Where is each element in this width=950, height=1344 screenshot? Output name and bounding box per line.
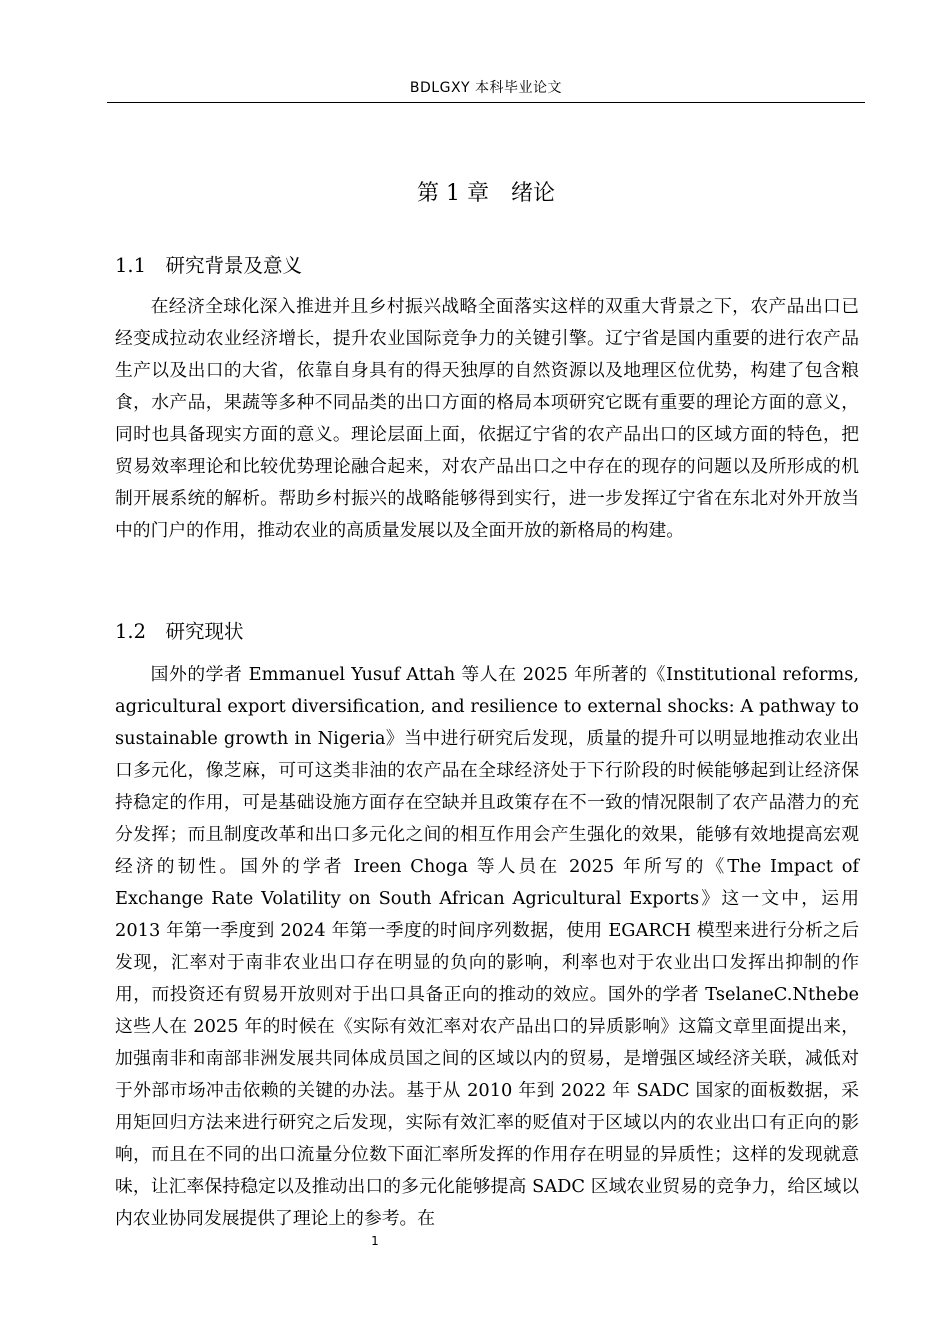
chapter-title: 第 1 章 绪论: [417, 181, 555, 206]
section-1-2-paragraph: 国外的学者 Emmanuel Yusuf Attah 等人在 2025 年所著的《Institutional reforms, agricultural export diversification, and resilience to external shocks: A pathway to sustainable growth in Nigeria》当中进行研究后发现，质量的提升可以明显地推动农业出口多元化，像芝麻，可可这类非油的农产品在全球经济处于下行阶段的时候能够起到让经济保持稳定的作用，可是基础设施方面存在空缺并且政策存在不一致的情况限制了农产品潜力的充分发挥；而且制度改革和出口多元化之间的相互作用会产生强化的效果，能够有效地提高宏观经济的韧性。国外的学者 Ireen Choga 等人员在 2025 年所写的《The Impact of Exchange Rate Volatility on South African Agricultural Exports》这一文中，运用 2013 年第一季度到 2024 年第一季度的时间序列数据，使用 EGARCH 模型来进行分析之后发现，汇率对于南非农业出口存在明显的负向的影响，利率也对于农业出口发挥出抑制的作用，而投资还有贸易开放则对于出口具备正向的推动的效应。国外的学者 TselaneC.Nthebe 这些人在 2025 年的时候在《实际有效汇率对农产品出口的异质影响》这篇文章里面提出来，加强南非和南部非洲发展共同体成员国之间的区域以内的贸易，是增强区域经济关联，减低对于外部市场冲击依赖的关键的办法。基于从 2010 年到 2022 年 SADC 国家的面板数据，采用矩回归方法来进行研究之后发现，实际有效汇率的贬值对于区域以内的农业出口有正向的影响，而且在不同的出口流量分位数下面汇率所发挥的作用存在明显的异质性；这样的发现就意味，让汇率保持稳定以及推动出口的多元化能够提高 SADC 区域农业贸易的竞争力，给区域以内农业协同发展提供了理论上的参考。在: [115, 664, 859, 1229]
section-1-1-paragraph: 在经济全球化深入推进并且乡村振兴战略全面落实这样的双重大背景之下，农产品出口已经变成拉动农业经济增长，提升农业国际竞争力的关键引擎。辽宁省是国内重要的进行农产品生产以及出口的大省，依靠自身具有的得天独厚的自然资源以及地理区位优势，构建了包含粮食，水产品，果蔬等多种不同品类的出口方面的格局本项研究它既有重要的理论方面的意义，同时也具备现实方面的意义。理论层面上面，依据辽宁省的农产品出口的区域方面的特色，把贸易效率理论和比较优势理论融合起来，对农产品出口之中存在的现存的问题以及所形成的机制开展系统的解析。帮助乡村振兴的战略能够得到实行，进一步发挥辽宁省在东北对外开放当中的门户的作用，推动农业的高质量发展以及全面开放的新格局的构建。: [115, 296, 859, 541]
section-heading-1-2: 1.2 研究现状: [115, 620, 244, 643]
page-number: 1: [371, 1234, 379, 1248]
running-header: BDLGXY 本科毕业论文: [409, 80, 563, 96]
section-heading-1-1: 1.1 研究背景及意义: [115, 254, 303, 277]
header-divider: [107, 102, 865, 103]
